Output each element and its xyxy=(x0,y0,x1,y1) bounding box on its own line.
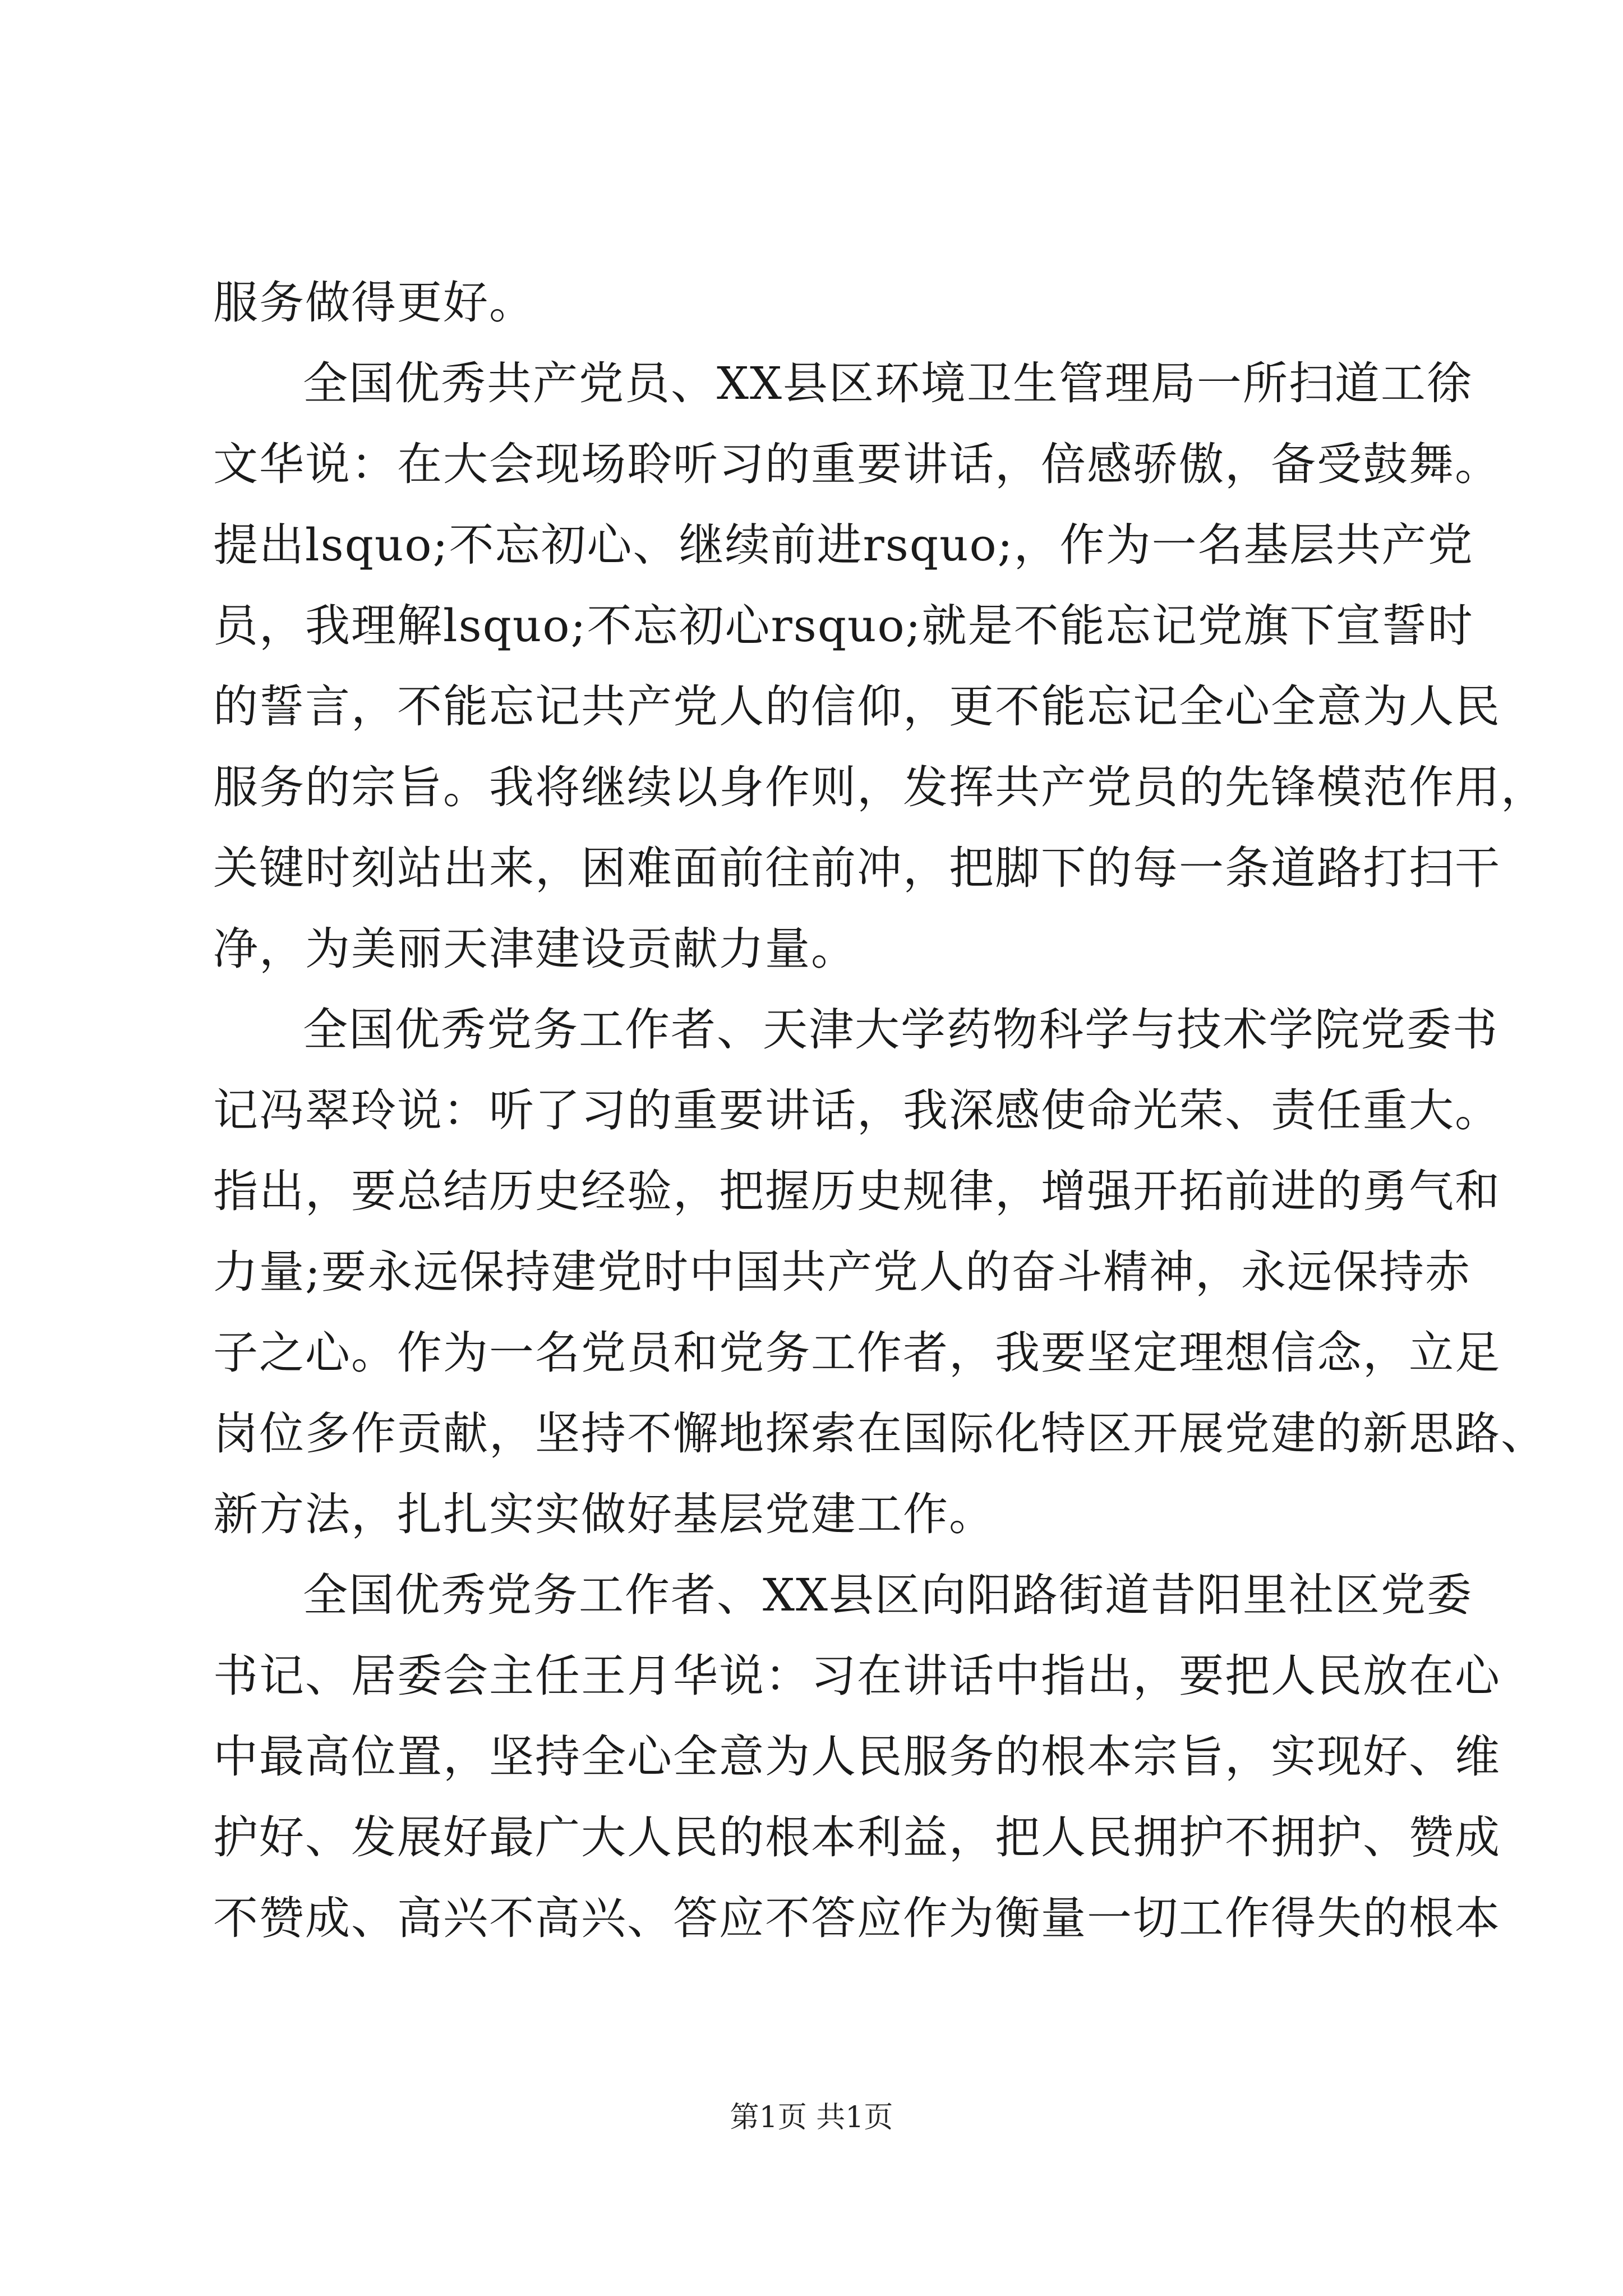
paragraph-start-line: 全国优秀党务工作者、天津大学药物科学与技术学院党委书 xyxy=(303,1004,1498,1056)
paragraph-start-line: 全国优秀党务工作者、XX县区向阳路街道昔阳里社区党委 xyxy=(303,1569,1473,1621)
text-line: 新方法，扎扎实实做好基层党建工作。 xyxy=(213,1488,995,1540)
text-line: 指出，要总结历史经验，把握历史规律，增强开拓前进的勇气和 xyxy=(213,1165,1501,1217)
document-body xyxy=(213,263,1547,1959)
text-line: 员，我理解lsquo;不忘初心rsquo;就是不能忘记党旗下宣誓时 xyxy=(213,600,1474,652)
text-line: 关键时刻站出来，困难面前往前冲，把脚下的每一条道路打扫干 xyxy=(213,842,1501,894)
text-line: 力量;要永远保持建党时中国共产党人的奋斗精神，永远保持赤 xyxy=(213,1246,1471,1298)
text-line: 服务做得更好。 xyxy=(213,277,535,329)
text-line: 服务的宗旨。我将继续以身作则，发挥共产党员的先锋模范作用， xyxy=(213,761,1547,813)
page-number-footer: 第1页 共1页 xyxy=(730,2101,893,2134)
text-line: 提出lsquo;不忘初心、继续前进rsquo;，作为一名基层共产党 xyxy=(213,519,1474,571)
text-line: 的誓言，不能忘记共产党人的信仰，更不能忘记全心全意为人民 xyxy=(213,680,1501,733)
text-line: 子之心。作为一名党员和党务工作者，我要坚定理想信念，立足 xyxy=(213,1327,1501,1379)
text-line: 中最高位置，坚持全心全意为人民服务的根本宗旨，实现好、维 xyxy=(213,1731,1501,1783)
paragraph-start-line: 全国优秀共产党员、XX县区环境卫生管理局一所扫道工徐 xyxy=(303,357,1473,409)
text-line: 不赞成、高兴不高兴、答应不答应作为衡量一切工作得失的根本 xyxy=(213,1892,1501,1944)
text-line: 净，为美丽天津建设贡献力量。 xyxy=(213,923,857,975)
text-line: 岗位多作贡献，坚持不懈地探索在国际化特区开展党建的新思路、 xyxy=(213,1407,1547,1460)
text-line: 记冯翠玲说：听了习的重要讲话，我深感使命光荣、责任重大。 xyxy=(213,1084,1501,1137)
text-line: 文华说：在大会现场聆听习的重要讲话，倍感骄傲，备受鼓舞。 xyxy=(213,438,1501,490)
text-line: 书记、居委会主任王月华说：习在讲话中指出，要把人民放在心 xyxy=(213,1650,1501,1702)
text-line: 护好、发展好最广大人民的根本利益，把人民拥护不拥护、赞成 xyxy=(213,1811,1501,1864)
